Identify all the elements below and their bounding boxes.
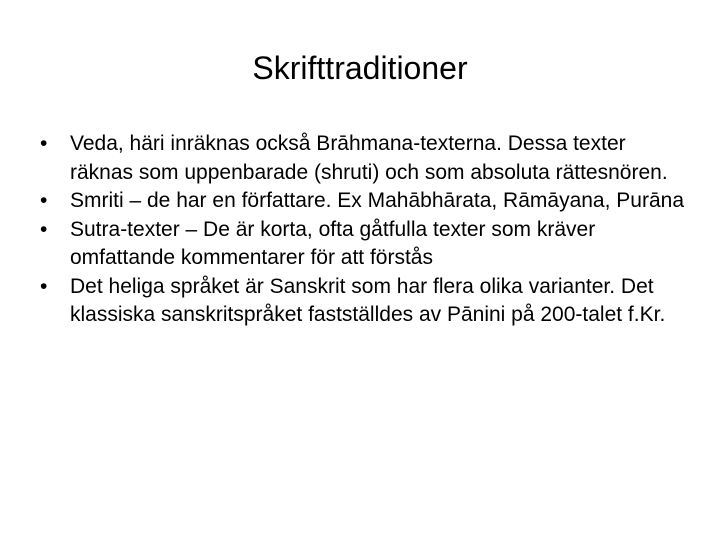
- bullet-icon: •: [40, 132, 48, 155]
- bullet-item: [40, 273, 690, 330]
- bullet-item: [40, 187, 690, 216]
- bullet-text: Sutra-texter – De är korta, ofta gåtfulla texter som kräver omfattande kommentarer för att förstås: [70, 217, 596, 269]
- bullet-icon: •: [40, 189, 48, 212]
- bullet-text: Smriti – de har en författare. Ex Mahābhārata, Rāmāyana, Purāna: [70, 189, 684, 212]
- bullet-icon: •: [40, 217, 48, 241]
- bullet-text: Det heliga språket är Sanskrit som har flera olika varianter. Det klassiska sanskritspråket fastställdes av Pānini på 200-talet f.Kr.: [70, 274, 666, 326]
- bullet-item: [40, 130, 690, 187]
- bullet-item: [40, 216, 690, 273]
- bullet-list: [40, 130, 690, 330]
- bullet-icon: •: [40, 274, 48, 298]
- bullet-text: Veda, häri inräknas också Brāhmana-texterna. Dessa texter räknas som uppenbarade (shruti) och som absoluta rättesnören.: [70, 132, 668, 184]
- slide-title: Skrifttraditioner: [252, 50, 468, 86]
